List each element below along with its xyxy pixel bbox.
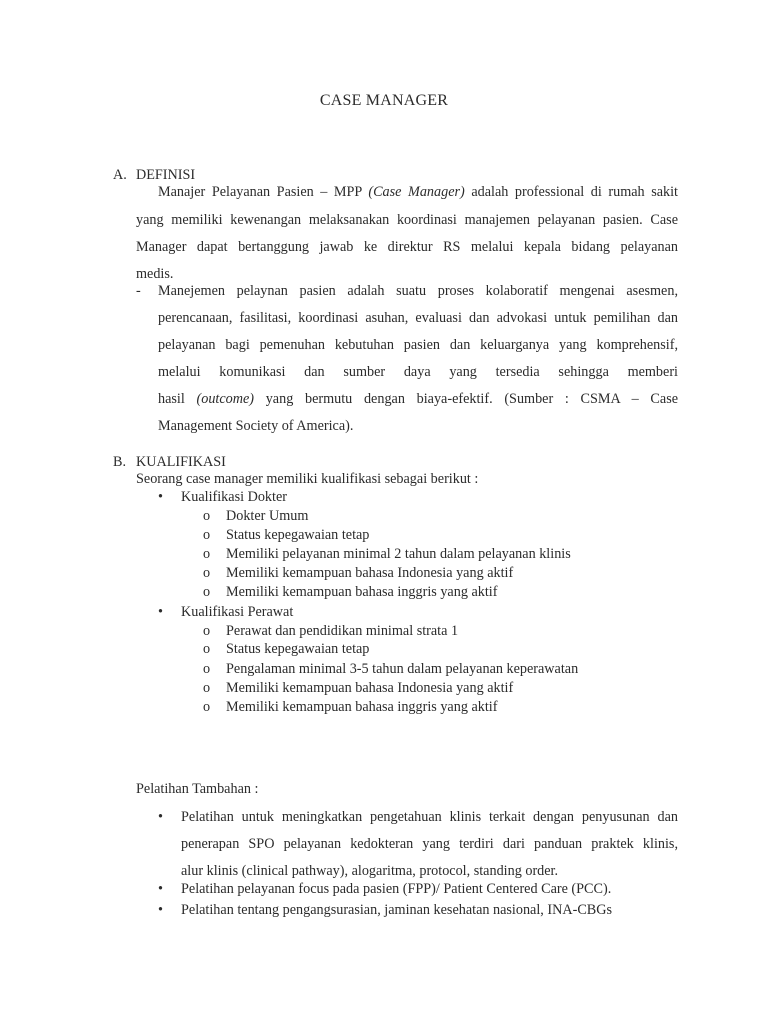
sub-bullet-icon: o (203, 584, 211, 600)
bullet-icon: • (158, 902, 163, 918)
sub-bullet-icon: o (203, 641, 211, 657)
sub-bullet-icon: o (203, 699, 211, 715)
qualification-item: Memiliki pelayanan minimal 2 tahun dalam pelayanan klinis (226, 546, 571, 562)
qualification-item: Memiliki kemampuan bahasa Indonesia yang aktif (226, 565, 514, 581)
definition-first-line-start: Manajer Pelayanan Pasien – MPP (158, 184, 369, 200)
section-a-heading: DEFINISI (136, 167, 196, 183)
sub-bullet-icon: o (203, 623, 211, 639)
sub-bullet-icon: o (203, 527, 211, 543)
bullet-icon: • (158, 489, 163, 505)
qualification-item: Status kepegawaian tetap (226, 527, 370, 543)
training-item-line: Pelatihan untuk meningkatkan pengetahuan klinis terkait dengan penyusunan dan (181, 809, 678, 825)
dash-line: melalui komunikasi dan sumber daya yang tersedia sehingga memberi (158, 364, 678, 380)
definition-first-line (158, 184, 678, 201)
dash-line-outcome (158, 391, 678, 408)
definition-first-line-italic: (Case Manager) (368, 184, 465, 200)
section-b-letter: B. (113, 454, 127, 470)
dash-line: pelayanan bagi pemenuhan kebutuhan pasien dan keluarganya yang komprehensif, (158, 337, 678, 353)
dash-line-outcome-start: hasil (158, 391, 197, 407)
definition-line: medis. (136, 266, 174, 282)
definition-first-line-end: adalah professional di rumah sakit (464, 184, 678, 200)
qualification-item: Memiliki kemampuan bahasa inggris yang aktif (226, 699, 498, 715)
bullet-icon: • (158, 809, 163, 825)
sub-bullet-icon: o (203, 508, 211, 524)
dash-line-outcome-end: yang bermutu dengan biaya-efektif. (Sumber : CSMA – Case (254, 391, 679, 407)
qualification-item: Memiliki kemampuan bahasa inggris yang aktif (226, 584, 498, 600)
section-a-letter: A. (113, 167, 127, 183)
qualification-item: Dokter Umum (226, 508, 309, 524)
training-item-line: penerapan SPO pelayanan kedokteran yang terdiri dari panduan praktek klinis, (181, 836, 678, 852)
dash-line: Manejemen pelaynan pasien adalah suatu proses kolaboratif mengenai asesmen, (158, 283, 678, 299)
definition-line: yang memiliki kewenangan melaksanakan koordinasi manajemen pelayanan pasien. Case (136, 212, 678, 228)
definition-line: Manager dapat bertanggung jawab ke direktur RS melalui kepala bidang pelayanan (136, 239, 678, 255)
qualification-group-label: Kualifikasi Perawat (181, 604, 294, 620)
qualification-item: Memiliki kemampuan bahasa Indonesia yang aktif (226, 680, 514, 696)
dash-line: perencanaan, fasilitasi, koordinasi asuhan, evaluasi dan advokasi untuk pemilihan dan (158, 310, 678, 326)
qualification-item: Status kepegawaian tetap (226, 641, 370, 657)
sub-bullet-icon: o (203, 546, 211, 562)
training-item-line: alur klinis (clinical pathway), alogaritma, protocol, standing order. (181, 863, 559, 879)
section-b-heading: KUALIFIKASI (136, 454, 226, 470)
training-heading: Pelatihan Tambahan : (136, 781, 259, 797)
bullet-icon: • (158, 604, 163, 620)
sub-bullet-icon: o (203, 661, 211, 677)
training-item: Pelatihan tentang pengangsurasian, jaminan kesehatan nasional, INA-CBGs (181, 902, 613, 918)
dash-line: Management Society of America). (158, 418, 354, 434)
page-title: CASE MANAGER (319, 92, 449, 109)
sub-bullet-icon: o (203, 680, 211, 696)
dash-line-outcome-italic: (outcome) (196, 391, 255, 407)
dash-marker: - (136, 283, 141, 299)
training-item: Pelatihan pelayanan focus pada pasien (FPP)/ Patient Centered Care (PCC). (181, 881, 612, 897)
qualification-item: Pengalaman minimal 3-5 tahun dalam pelayanan keperawatan (226, 661, 579, 677)
qualification-intro: Seorang case manager memiliki kualifikasi sebagai berikut : (136, 471, 479, 487)
bullet-icon: • (158, 881, 163, 897)
sub-bullet-icon: o (203, 565, 211, 581)
qualification-group-label: Kualifikasi Dokter (181, 489, 287, 505)
qualification-item: Perawat dan pendidikan minimal strata 1 (226, 623, 459, 639)
